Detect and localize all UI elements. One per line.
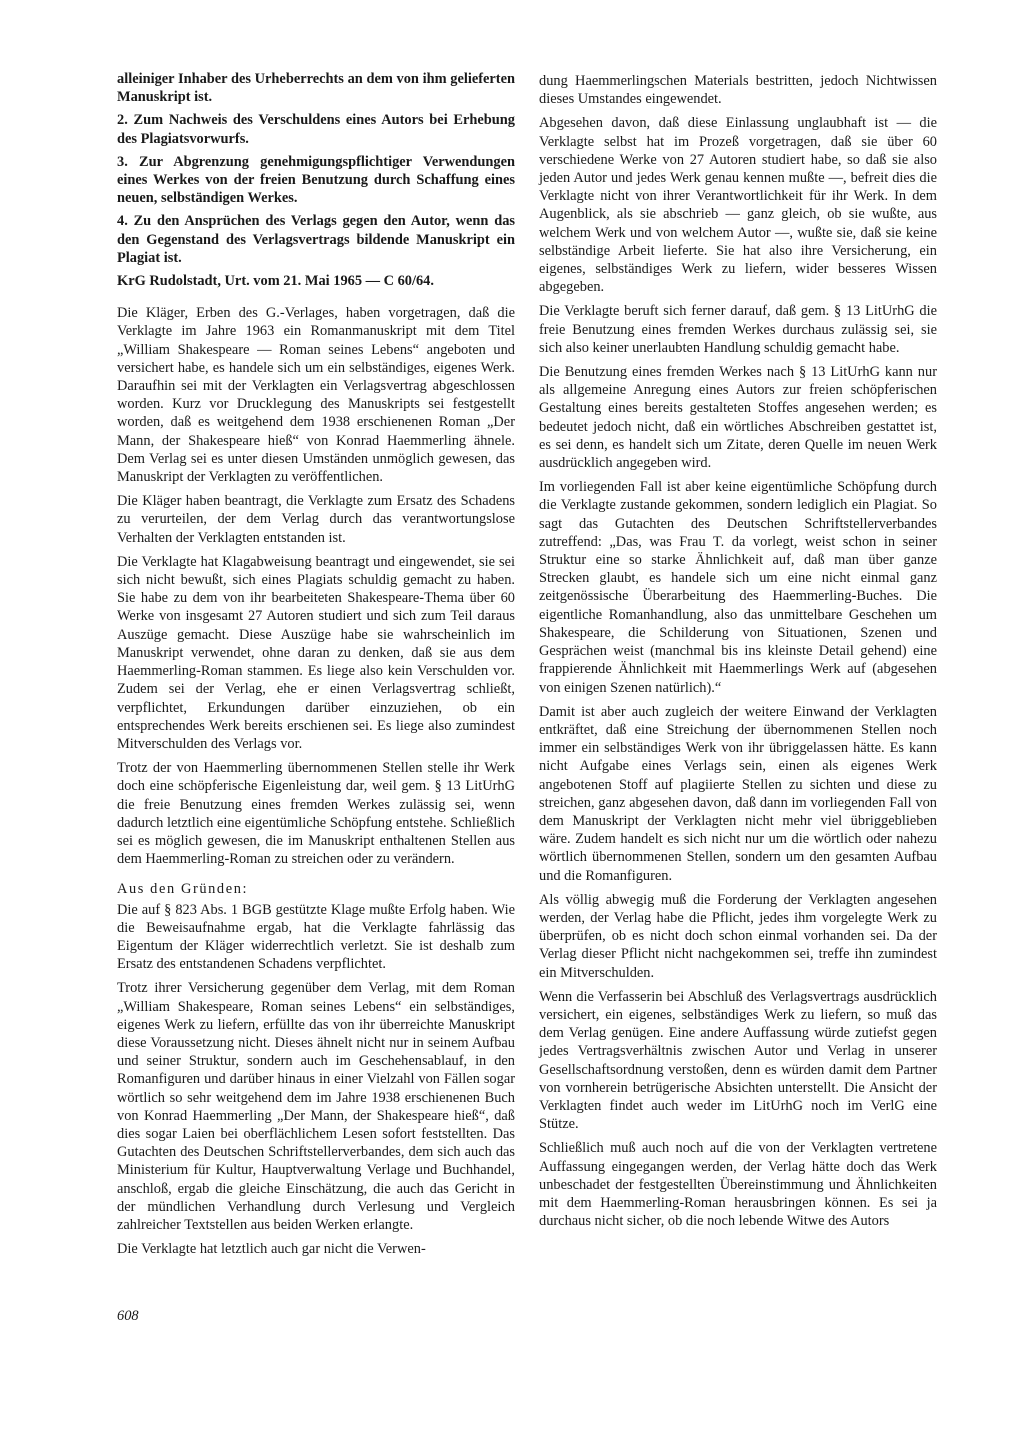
body-paragraph: Trotz ihrer Versicherung gegenüber dem Verlag, mit dem Roman „William Shakespeare, Roman seines Lebens“ ein selbständiges, eigenes Werk zu liefern, erfüllte das von ihr überreichte Manuskript diese Voraussetzung nicht. Dieses ähnelt nicht nur in seinem Aufbau und seiner Struktur, sondern auch im Geschehensablauf, in den Romanfiguren und darüber hinaus in einer Vielzahl von Fällen sogar wörtlich so sehr weitgehend dem im Jahre 1938 erschienenen Buch von Konrad Haemmerling „Der Mann, der Shakespeare hieß“, daß dies sogar Laien bei oberflächlichem Lesen sofort feststellten. Das Gutachten des Deutschen Schriftstellerverbandes, dem sich auch das Ministerium für Kultur, Hauptverwaltung Verlage und Buchhandel, anschloß, ergab die gleiche Einschätzung, die auch das Gericht in der mündlichen Verhandlung durch Verlesung und Vergleich zahlreicher Textstellen aus beiden Werken erlangte.	[117, 980, 515, 1233]
body-paragraph: Damit ist aber auch zugleich der weitere Einwand der Verklagten entkräftet, daß eine Streichung der übernommenen Stellen noch immer ein selbständiges Werk von ihr übriggelassen hätte. Es kann nicht Aufgabe eines Verlags sein, einen als eigenes Werk angebotenen Stoff auf plagiierte Stellen zu sichten und diese zu streichen, ganz abgesehen davon, daß dann im vorliegenden Fall von dem Manuskript der Verklagten nicht mehr viel übriggeblieben wäre. Zudem handelt es sich nicht nur um die wörtlich oder nahezu wörtlich übernommenen Stellen, sondern um den gesamten Aufbau und die Romanfiguren.	[539, 703, 937, 884]
left-column	[117, 70, 515, 1264]
body-paragraph: Die Verklagte hat Klagabweisung beantragt und eingewendet, sie sei sich nicht bewußt, sich eines Plagiats schuldig gemacht zu haben. Sie habe zu dem von ihr bearbeiteten Shakespeare-Thema über 60 Werke von insgesamt 27 Autoren studiert und sich zum Teil daraus Auszüge gemacht. Diese Auszüge habe sie wahrscheinlich im Manuskript verwendet, ohne daran zu denken, daß sie aus dem Haemmerling-Roman stammen. Es liege also kein Verschulden vor. Zudem sei der Verlag, ehe er einen Verlagsvertrag schließt, verpflichtet, Erkundungen darüber einzuziehen, ob ein entsprechendes Werk bereits erschienen sei. Es liege also zumindest Mitverschulden des Verlags vor.	[117, 553, 515, 752]
body-paragraph: Als völlig abwegig muß die Forderung der Verklagten angesehen werden, der Verlag habe die Pflicht, jedes ihm vorgelegte Werk zu überprüfen, ob es nicht doch schon einmal vorhanden sei. Da der Verlag dieser Pflicht nicht nachgekommen sei, treffe ihn zumindest ein Mitverschulden.	[539, 891, 937, 981]
body-paragraph: Schließlich muß auch noch auf die von der Verklagten vertretene Auffassung eingegangen werden, der Verlag hätte doch das Werk unbeschadet der festgestellten Übereinstimmung und Ähnlichkeiten mit dem Haemmerling-Roman herausbringen können. Es sei ja durchaus nicht sicher, ob die noch lebende Witwe des Autors	[539, 1140, 937, 1230]
body-paragraph: Trotz der von Haemmerling übernommenen Stellen stelle ihr Werk doch eine schöpferische Eigenleistung dar, weil gem. § 13 LitUrhG die freie Benutzung eines fremden Werkes zulässig sei, wenn dadurch letztlich eine eigentümliche Schöpfung entstehe. Schließlich sei es möglich gewesen, die im Manuskript enthaltenen Stellen aus dem Haemmerling-Roman zu streichen oder zu verändern.	[117, 760, 515, 868]
headnote-paragraph: alleiniger Inhaber des Urheberrechts an dem von ihm gelieferten Manuskript ist.	[117, 71, 515, 106]
body-paragraph: Abgesehen davon, daß diese Einlassung unglaubhaft ist — die Verklagte selbst hat im Prozeß vorgetragen, daß sie über 60 verschiedene Werke von 27 Autoren studiert habe, so daß sie also jeden Autor und jedes Werk genau kennen mußte —, befreit dies die Verklagte nicht von ihrer Verantwortlichkeit für ihr Werk. In dem Augenblick, als sie abschrieb — ganz gleich, ob sie wußte, aus welchem Werk und von welchem Autor —, wußte sie, daß sie keine selbständige Arbeit lieferte. Sie hat also ihre Versicherung, ein eigenes, selbständiges Werk zu liefern, wider besseres Wissen abgegeben.	[539, 115, 937, 296]
body-paragraph: dung Haemmerlingschen Materials bestritten, jedoch Nichtwissen dieses Umstandes eingewendet.	[539, 73, 937, 108]
body-paragraph: Die Kläger haben beantragt, die Verklagte zum Ersatz des Schadens zu verurteilen, der dem Verlag durch das verantwortungslose Verhalten der Verklagten entstanden ist.	[117, 493, 515, 546]
body-paragraph: Die Verklagte beruft sich ferner darauf, daß gem. § 13 LitUrhG die freie Benutzung eines fremden Werkes durchaus zulässig sei, sie sich also keiner unerlaubten Handlung schuldig gemacht habe.	[539, 303, 937, 356]
section-heading: Aus den Gründen:	[117, 881, 249, 898]
right-column	[539, 72, 937, 1236]
case-citation: KrG Rudolstadt, Urt. vom 21. Mai 1965 — C 60/64.	[117, 273, 434, 290]
body-paragraph: Die Benutzung eines fremden Werkes nach § 13 LitUrhG kann nur als allgemeine Anregung eines Autors zur freien schöpferischen Gestaltung eines bereits gestalteten Stoffes angesehen werden; es bedeutet jedoch nicht, daß ein wörtliches Abschreiben gestattet ist, es sei denn, es handelt sich um Zitate, deren Quelle im neuen Werk ausdrücklich angegeben wird.	[539, 364, 937, 472]
body-paragraph: Die Verklagte hat letztlich auch gar nicht die Verwen-	[117, 1241, 426, 1258]
body-paragraph: Im vorliegenden Fall ist aber keine eigentümliche Schöpfung durch die Verklagte zustande gekommen, sondern lediglich ein Plagiat. So sagt das Gutachten des Deutschen Schriftstellerverbandes zutreffend: „Das, was Frau T. da vorlegt, weist schon in seiner Struktur eine so starke Ähnlichkeit auf, daß man über ganze Strecken glaubt, es handele sich um eine nicht einmal ganz zeitgenössische Überarbeitung des Haemmerling-Buches. Die eigentliche Romanhandlung, also das unmittelbare Geschehen um Shakespeare, die Schilderung von Situationen, Szenen und Gesprächen weist (manchmal bis ins kleinste Detail gehend) eine frappierende Ähnlichkeit mit Haemmerlings Werk auf (abgesehen von einigen Szenen natürlich).“	[539, 479, 937, 696]
body-paragraph: Die Kläger, Erben des G.-Verlages, haben vorgetragen, daß die Verklagte im Jahre 1963 ein Romanmanuskript mit dem Titel „William Shakespeare — Roman seines Lebens“ angeboten und versichert habe, es handele sich um ein selbständiges, eigenes Werk. Daraufhin sei mit der Verklagten ein Verlagsvertrag abgeschlossen worden. Kurz vor Drucklegung des Manuskripts sei festgestellt worden, daß es weitgehend dem 1938 erschienenen Roman „Der Mann, der Shakespeare hieß“ von Konrad Haemmerling ähnele. Dem Verlag sei es unter diesen Umständen unmöglich gewesen, das Manuskript der Verklagten zu veröffentlichen.	[117, 305, 515, 486]
headnote-paragraph: 2. Zum Nachweis des Verschuldens eines Autors bei Erhebung des Plagiatsvorwurfs.	[117, 112, 515, 147]
headnote-paragraph: 3. Zur Abgrenzung genehmigungspflichtiger Verwendungen eines Werkes von der freien Benutzung durch Schaffung eines neuen, selbständigen Werkes.	[117, 153, 515, 207]
body-paragraph: Die auf § 823 Abs. 1 BGB gestützte Klage mußte Erfolg haben. Wie die Beweisaufnahme ergab, hat die Verklagte fahrlässig das Eigentum der Kläger widerrechtlich verletzt. Sie ist deshalb zum Ersatz des entstandenen Schadens verpflichtet.	[117, 901, 515, 973]
headnote-paragraph: 4. Zu den Ansprüchen des Verlags gegen den Autor, wenn das den Gegenstand des Verlagsvertrags bildende Manuskript ein Plagiat ist.	[117, 213, 515, 266]
page-number: 608	[117, 1308, 139, 1324]
body-paragraph: Wenn die Verfasserin bei Abschluß des Verlagsvertrags ausdrücklich versichert, ein eigenes, selbständiges Werk zu liefern, so muß das dem Verlag genügen. Eine andere Auffassung würde zutiefst gegen jedes Vertragsverhältnis zwischen Autor und Verlag in unserer Gesellschaftsordnung verstoßen, denn es würden damit dem Partner von vornherein betrügerische Absichten unterstellt. Die Ansicht der Verklagten findet auch weder im LitUrhG noch im VerlG eine Stütze.	[539, 988, 937, 1133]
